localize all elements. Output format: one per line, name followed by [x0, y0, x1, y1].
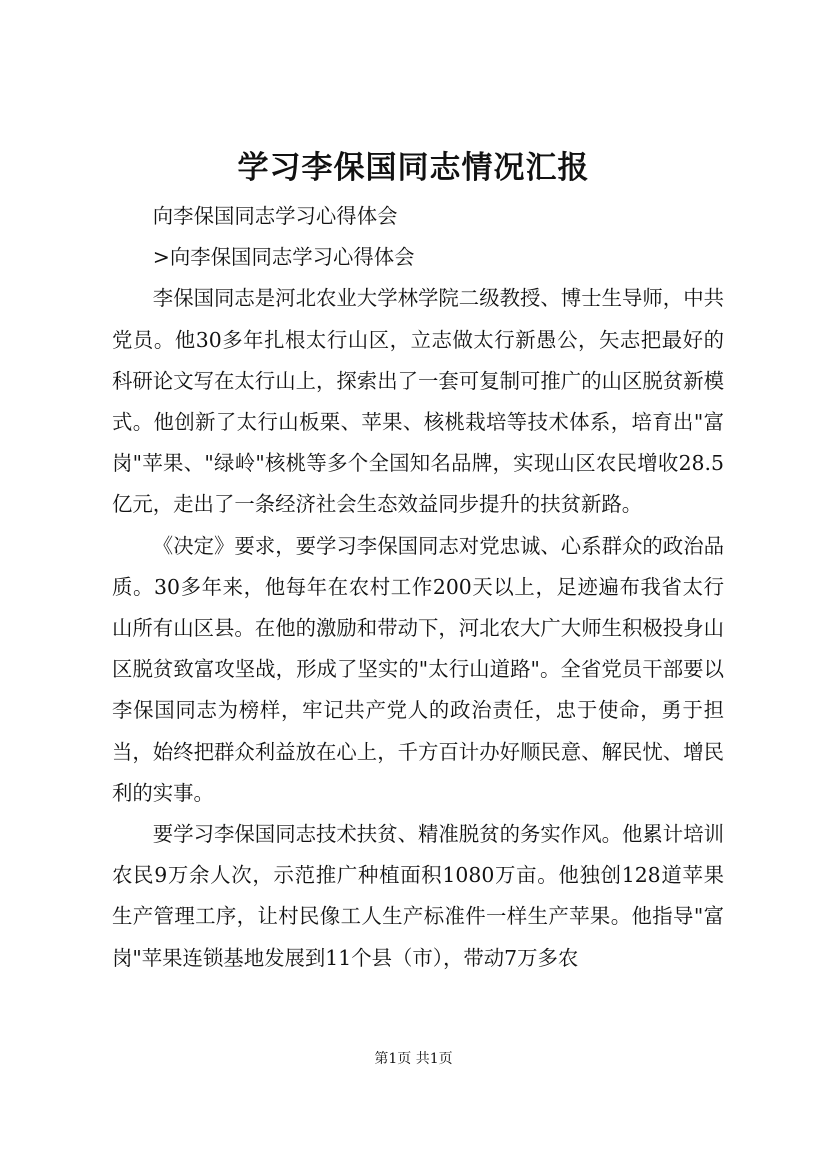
document-title: 学习李保国同志情况汇报 [237, 150, 590, 186]
paragraph-introduction: 李保国同志是河北农业大学林学院二级教授、博士生导师，中共党员。他30多年扎根太行山区，立志做太行新愚公，矢志把最好的科研论文写在太行山上，探索出了一套可复制可推广的山区脱贫新模式。他创新了太行山板栗、苹果、核桃栽培等技术体系，培育出"富岗"苹果、"绿岭"核桃等多个全国知名品牌，实现山区农民增收28.5亿元，走出了一条经济社会生态效益同步提升的扶贫新路。 [112, 286, 724, 517]
paragraph-subtitle-link: >向李保国同志学习心得体会 [152, 245, 415, 270]
page-footer: 第1页 共1页 [374, 1051, 453, 1067]
paragraph-political-quality: 《决定》要求，要学习李保国同志对党忠诚、心系群众的政治品质。30多年来，他每年在农村工作200天以上，足迹遍布我省太行山所有山区县。在他的激励和带动下，河北农大广大师生积极投身山区脱贫致富攻坚战，形成了坚实的"太行山道路"。全省党员干部要以李保国同志为榜样，牢记共产党人的政治责任，忠于使命，勇于担当，始终把群众利益放在心上，千方百计办好顺民意、解民忧、增民利的实事。 [112, 533, 724, 805]
paragraph-work-style: 要学习李保国同志技术扶贫、精准脱贫的务实作风。他累计培训农民9万余人次，示范推广种植面积1080万亩。他独创128道苹果生产管理工序，让村民像工人生产标准件一样生产苹果。他指导"富岗"苹果连锁基地发展到11个县（市），带动7万多农 [112, 822, 724, 970]
paragraph-subtitle: 向李保国同志学习心得体会 [152, 204, 398, 228]
document-body [112, 196, 724, 979]
